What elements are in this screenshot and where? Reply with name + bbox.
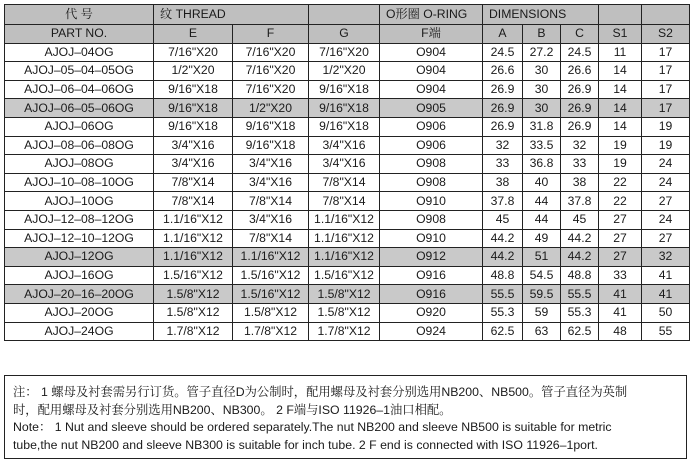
table-cell: 9/16"X18 bbox=[309, 99, 380, 118]
table-cell: 22 bbox=[599, 192, 642, 211]
table-cell: 7/8"X14 bbox=[233, 192, 309, 211]
table-cell: 1/2"X20 bbox=[154, 62, 233, 81]
table-cell: 33 bbox=[483, 155, 523, 174]
table-cell: 37.8 bbox=[561, 192, 599, 211]
table-cell: 44.2 bbox=[561, 229, 599, 248]
table-cell: 1.5/16"X12 bbox=[154, 266, 233, 285]
table-row bbox=[5, 136, 690, 155]
column-header: F端 bbox=[380, 25, 483, 44]
table-cell: 27.2 bbox=[523, 43, 561, 62]
table-cell: O910 bbox=[380, 229, 483, 248]
table-cell: 40 bbox=[523, 173, 561, 192]
table-cell: O920 bbox=[380, 303, 483, 322]
table-row bbox=[5, 192, 690, 211]
table-cell: 9/16"X18 bbox=[154, 117, 233, 136]
table-cell: 17 bbox=[642, 62, 690, 81]
table-cell: 19 bbox=[599, 136, 642, 155]
table-cell: O916 bbox=[380, 266, 483, 285]
table-cell: 62.5 bbox=[561, 322, 599, 341]
table-cell: 17 bbox=[642, 99, 690, 118]
table-cell: AJOJ–12–10–12OG bbox=[5, 229, 154, 248]
table-cell: 1.5/8"X12 bbox=[309, 303, 380, 322]
table-row bbox=[5, 80, 690, 99]
table-cell: 1.7/8"X12 bbox=[309, 322, 380, 341]
table-row bbox=[5, 155, 690, 174]
table-row bbox=[5, 285, 690, 304]
table-cell: O924 bbox=[380, 322, 483, 341]
table-cell: AJOJ–08OG bbox=[5, 155, 154, 174]
table-cell: 3/4"X16 bbox=[309, 136, 380, 155]
table-cell: O908 bbox=[380, 155, 483, 174]
fitting-spec-table bbox=[4, 4, 690, 341]
table-cell: 48.8 bbox=[483, 266, 523, 285]
table-cell: 41 bbox=[642, 266, 690, 285]
table-cell: 14 bbox=[599, 80, 642, 99]
table-cell: 33 bbox=[561, 155, 599, 174]
table-cell: 1.5/8"X12 bbox=[154, 303, 233, 322]
table-cell: 19 bbox=[599, 155, 642, 174]
table-cell: 3/4"X16 bbox=[154, 155, 233, 174]
header-row-top bbox=[5, 5, 690, 25]
table-cell: 55.5 bbox=[561, 285, 599, 304]
table-cell: 3/4"X16 bbox=[233, 155, 309, 174]
table-row bbox=[5, 99, 690, 118]
table-cell: AJOJ–12OG bbox=[5, 248, 154, 267]
table-cell: 44.2 bbox=[561, 248, 599, 267]
table-cell: 17 bbox=[642, 43, 690, 62]
table-cell: 27 bbox=[599, 248, 642, 267]
table-cell: 1.5/8"X12 bbox=[233, 303, 309, 322]
table-cell: O906 bbox=[380, 136, 483, 155]
table-cell: 36.8 bbox=[523, 155, 561, 174]
table-cell: 1.1/16"X12 bbox=[154, 229, 233, 248]
table-cell: O910 bbox=[380, 192, 483, 211]
table-cell: 32 bbox=[483, 136, 523, 155]
table-cell: 41 bbox=[642, 285, 690, 304]
spec-sheet bbox=[4, 4, 689, 460]
table-cell: AJOJ–20OG bbox=[5, 303, 154, 322]
table-cell: AJOJ–04OG bbox=[5, 43, 154, 62]
table-cell: 44 bbox=[523, 192, 561, 211]
table-cell: 7/16"X20 bbox=[233, 43, 309, 62]
table-cell: 38 bbox=[561, 173, 599, 192]
table-cell: 48.8 bbox=[561, 266, 599, 285]
table-cell: AJOJ–24OG bbox=[5, 322, 154, 341]
table-cell: 1/2"X20 bbox=[309, 62, 380, 81]
table-cell: O904 bbox=[380, 80, 483, 99]
table-cell: 26.9 bbox=[483, 117, 523, 136]
table-row bbox=[5, 248, 690, 267]
table-cell: 44.2 bbox=[483, 248, 523, 267]
table-row bbox=[5, 322, 690, 341]
table-cell: 9/16"X18 bbox=[233, 117, 309, 136]
table-row bbox=[5, 210, 690, 229]
table-cell: 24 bbox=[642, 173, 690, 192]
column-header: A bbox=[483, 25, 523, 44]
table-cell: 32 bbox=[561, 136, 599, 155]
table-cell: 48 bbox=[599, 322, 642, 341]
dimensions-header: DIMENSIONS bbox=[483, 5, 599, 25]
table-cell: AJOJ–10OG bbox=[5, 192, 154, 211]
table-cell: 62.5 bbox=[483, 322, 523, 341]
table-cell: 27 bbox=[599, 210, 642, 229]
table-cell: AJOJ–08–06–08OG bbox=[5, 136, 154, 155]
table-cell: O904 bbox=[380, 43, 483, 62]
table-cell: 31.8 bbox=[523, 117, 561, 136]
table-cell: 26.9 bbox=[561, 117, 599, 136]
table-cell: 44.2 bbox=[483, 229, 523, 248]
table-cell: 59 bbox=[523, 303, 561, 322]
table-row bbox=[5, 117, 690, 136]
table-cell: 26.6 bbox=[483, 62, 523, 81]
table-cell: 3/4"X16 bbox=[233, 173, 309, 192]
table-cell: 51 bbox=[523, 248, 561, 267]
table-cell: 14 bbox=[599, 117, 642, 136]
column-header: S2 bbox=[642, 25, 690, 44]
table-cell: O916 bbox=[380, 285, 483, 304]
table-cell: 1.1/16"X12 bbox=[309, 210, 380, 229]
blank-header-cell bbox=[599, 5, 642, 25]
table-cell: AJOJ–12–08–12OG bbox=[5, 210, 154, 229]
table-cell: 9/16"X18 bbox=[154, 80, 233, 99]
table-cell: 1.7/8"X12 bbox=[154, 322, 233, 341]
column-header: F bbox=[233, 25, 309, 44]
table-cell: 24.5 bbox=[561, 43, 599, 62]
table-cell: 7/8"X14 bbox=[233, 229, 309, 248]
table-cell: 1.1/16"X12 bbox=[154, 210, 233, 229]
table-cell: AJOJ–05–04–05OG bbox=[5, 62, 154, 81]
table-row bbox=[5, 173, 690, 192]
table-cell: 30 bbox=[523, 80, 561, 99]
table-cell: O908 bbox=[380, 210, 483, 229]
table-row bbox=[5, 266, 690, 285]
table-cell: 45 bbox=[483, 210, 523, 229]
table-cell: 3/4"X16 bbox=[233, 210, 309, 229]
table-cell: 7/8"X14 bbox=[154, 192, 233, 211]
table-cell: O904 bbox=[380, 62, 483, 81]
table-cell: 1.5/16"X12 bbox=[233, 285, 309, 304]
table-cell: 38 bbox=[483, 173, 523, 192]
column-header: B bbox=[523, 25, 561, 44]
table-cell: 33 bbox=[599, 266, 642, 285]
table-cell: O906 bbox=[380, 117, 483, 136]
table-cell: 3/4"X16 bbox=[309, 155, 380, 174]
table-cell: AJOJ–16OG bbox=[5, 266, 154, 285]
notes-box bbox=[4, 375, 687, 459]
table-cell: 7/8"X14 bbox=[309, 192, 380, 211]
table-cell: 54.5 bbox=[523, 266, 561, 285]
note-line: Note： 1 Nut and sleeve should be ordered separately.The nut NB200 and sleeve NB500 is suitable for metric bbox=[13, 420, 612, 434]
table-cell: 55.3 bbox=[483, 303, 523, 322]
table-cell: 59.5 bbox=[523, 285, 561, 304]
table-cell: 26.9 bbox=[561, 80, 599, 99]
table-cell: 7/16"X20 bbox=[233, 80, 309, 99]
table-cell: 1.1/16"X12 bbox=[154, 248, 233, 267]
note-line: 注： 1 螺母及衬套需另行订货。管子直径D为公制时，配用螺母及衬套分别选用NB200、NB500。管子直径为英制 bbox=[13, 385, 628, 399]
table-cell: 7/8"X14 bbox=[309, 173, 380, 192]
table-cell: AJOJ–06–04–06OG bbox=[5, 80, 154, 99]
table-cell: 41 bbox=[599, 303, 642, 322]
table-cell: 63 bbox=[523, 322, 561, 341]
table-cell: 9/16"X18 bbox=[309, 80, 380, 99]
table-cell: 55.3 bbox=[561, 303, 599, 322]
column-header: G bbox=[309, 25, 380, 44]
table-cell: AJOJ–20–16–20OG bbox=[5, 285, 154, 304]
table-cell: 17 bbox=[642, 80, 690, 99]
table-cell: 30 bbox=[523, 99, 561, 118]
column-header: S1 bbox=[599, 25, 642, 44]
table-cell: 26.9 bbox=[483, 80, 523, 99]
column-header: C bbox=[561, 25, 599, 44]
table-cell: 7/16"X20 bbox=[233, 62, 309, 81]
table-cell: 1.1/16"X12 bbox=[233, 248, 309, 267]
table-cell: 1.5/8"X12 bbox=[309, 285, 380, 304]
table-cell: 11 bbox=[599, 43, 642, 62]
table-cell: 55 bbox=[642, 322, 690, 341]
table-cell: 37.8 bbox=[483, 192, 523, 211]
note-line: tube,the nut NB200 and sleeve NB300 is suitable for inch tube. 2 F end is connected with ISO 11926–1port. bbox=[13, 437, 598, 452]
table-cell: 1.1/16"X12 bbox=[309, 229, 380, 248]
table-cell: 32 bbox=[642, 248, 690, 267]
thread-header: 纹 THREAD bbox=[154, 5, 309, 25]
table-cell: 24.5 bbox=[483, 43, 523, 62]
table-cell: 45 bbox=[561, 210, 599, 229]
table-cell: 1.5/8"X12 bbox=[154, 285, 233, 304]
table-cell: 55.5 bbox=[483, 285, 523, 304]
table-cell: 14 bbox=[599, 99, 642, 118]
table-cell: 1.5/16"X12 bbox=[233, 266, 309, 285]
table-cell: 26.9 bbox=[483, 99, 523, 118]
note-line: 时，配用螺母及衬套分别选用NB200、NB300。 2 F端与ISO 11926–1油口相配。 bbox=[13, 402, 452, 417]
table-cell: 19 bbox=[642, 117, 690, 136]
blank-header-cell bbox=[642, 5, 690, 25]
table-cell: 14 bbox=[599, 62, 642, 81]
table-cell: 1.7/8"X12 bbox=[233, 322, 309, 341]
table-row bbox=[5, 229, 690, 248]
table-cell: 22 bbox=[599, 173, 642, 192]
table-cell: 49 bbox=[523, 229, 561, 248]
o-ring-header: O形圈 O-RING bbox=[380, 5, 483, 25]
table-cell: O908 bbox=[380, 173, 483, 192]
table-cell: AJOJ–06–05–06OG bbox=[5, 99, 154, 118]
table-cell: 7/16"X20 bbox=[309, 43, 380, 62]
table-cell: 44 bbox=[523, 210, 561, 229]
header-row-columns bbox=[5, 25, 690, 44]
table-cell: 9/16"X18 bbox=[309, 117, 380, 136]
table-cell: 1.5/16"X12 bbox=[309, 266, 380, 285]
table-cell: 24 bbox=[642, 210, 690, 229]
part-code-header: 代 号 bbox=[5, 5, 154, 25]
table-cell: 7/16"X20 bbox=[154, 43, 233, 62]
table-cell: 1/2"X20 bbox=[233, 99, 309, 118]
table-cell: 27 bbox=[642, 192, 690, 211]
column-header: PART NO. bbox=[5, 25, 154, 44]
table-cell: 3/4"X16 bbox=[154, 136, 233, 155]
table-cell: O905 bbox=[380, 99, 483, 118]
table-cell: 24 bbox=[642, 155, 690, 174]
table-cell: 33.5 bbox=[523, 136, 561, 155]
table-row bbox=[5, 43, 690, 62]
table-cell: 26.6 bbox=[561, 62, 599, 81]
table-cell: 27 bbox=[642, 229, 690, 248]
table-cell: 9/16"X18 bbox=[233, 136, 309, 155]
table-cell: AJOJ–10–08–10OG bbox=[5, 173, 154, 192]
table-cell: 30 bbox=[523, 62, 561, 81]
table-cell: 26.9 bbox=[561, 99, 599, 118]
table-cell: 41 bbox=[599, 285, 642, 304]
table-cell: 19 bbox=[642, 136, 690, 155]
table-cell: 27 bbox=[599, 229, 642, 248]
table-row bbox=[5, 62, 690, 81]
column-header: E bbox=[154, 25, 233, 44]
table-cell: 7/8"X14 bbox=[154, 173, 233, 192]
table-cell: O912 bbox=[380, 248, 483, 267]
table-cell: 1.1/16"X12 bbox=[309, 248, 380, 267]
table-row bbox=[5, 303, 690, 322]
blank-header-cell bbox=[309, 5, 380, 25]
table-cell: 50 bbox=[642, 303, 690, 322]
table-cell: AJOJ–06OG bbox=[5, 117, 154, 136]
table-cell: 9/16"X18 bbox=[154, 99, 233, 118]
